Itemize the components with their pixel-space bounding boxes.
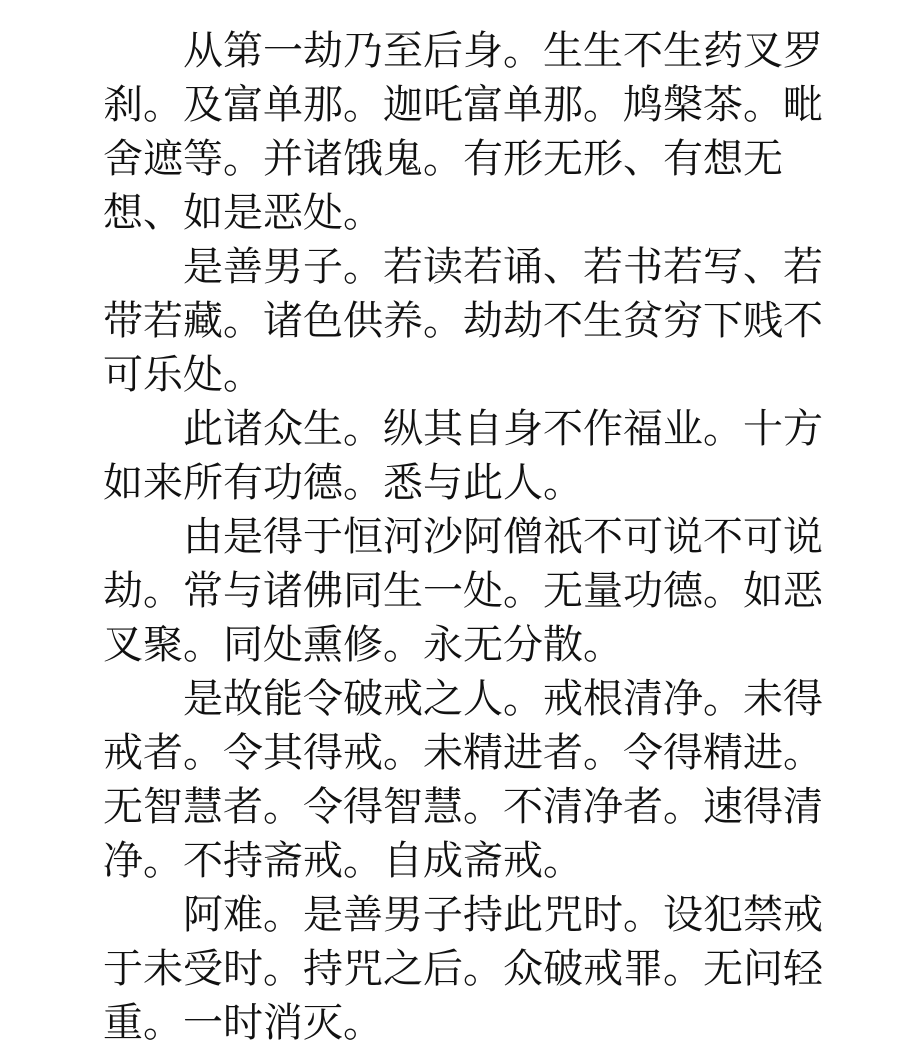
paragraph-3-line-2: 如来所有功德。悉与此人。 <box>103 460 583 506</box>
paragraph-5-line-1: 是故能令破戒之人。戒根清净。未得 <box>183 676 823 722</box>
paragraph-1-line-4: 想、如是恶处。 <box>103 190 383 236</box>
paragraph-2-line-1: 是善男子。若读若诵、若书若写、若 <box>183 244 823 290</box>
document-page <box>103 24 823 1046</box>
paragraph-6-line-2: 于未受时。持咒之后。众破戒罪。无问轻 <box>103 946 823 992</box>
paragraph-5-line-2: 戒者。令其得戒。未精进者。令得精进。 <box>103 730 823 776</box>
paragraph-5-line-4: 净。不持斋戒。自成斋戒。 <box>103 838 583 884</box>
paragraph-3-line-1: 此诸众生。纵其自身不作福业。十方 <box>183 406 823 452</box>
paragraph-1-line-2: 刹。及富单那。迦吒富单那。鸠槃茶。毗 <box>103 82 823 128</box>
paragraph-5-line-3: 无智慧者。令得智慧。不清净者。速得清 <box>103 784 823 830</box>
paragraph-4-line-3: 叉聚。同处熏修。永无分散。 <box>103 622 623 668</box>
paragraph-6-line-3: 重。一时消灭。 <box>103 1000 383 1046</box>
paragraph-1-line-1: 从第一劫乃至后身。生生不生药叉罗 <box>183 28 823 74</box>
paragraph-4-line-1: 由是得于恒河沙阿僧祇不可说不可说 <box>183 514 823 560</box>
paragraph-2-line-2: 带若藏。诸色供养。劫劫不生贫穷下贱不 <box>103 298 823 344</box>
paragraph-2-line-3: 可乐处。 <box>103 352 263 398</box>
paragraph-1-line-3: 舍遮等。并诸饿鬼。有形无形、有想无 <box>103 136 783 182</box>
paragraph-4-line-2: 劫。常与诸佛同生一处。无量功德。如恶 <box>103 568 823 614</box>
paragraph-6-line-1: 阿难。是善男子持此咒时。设犯禁戒 <box>183 892 823 938</box>
